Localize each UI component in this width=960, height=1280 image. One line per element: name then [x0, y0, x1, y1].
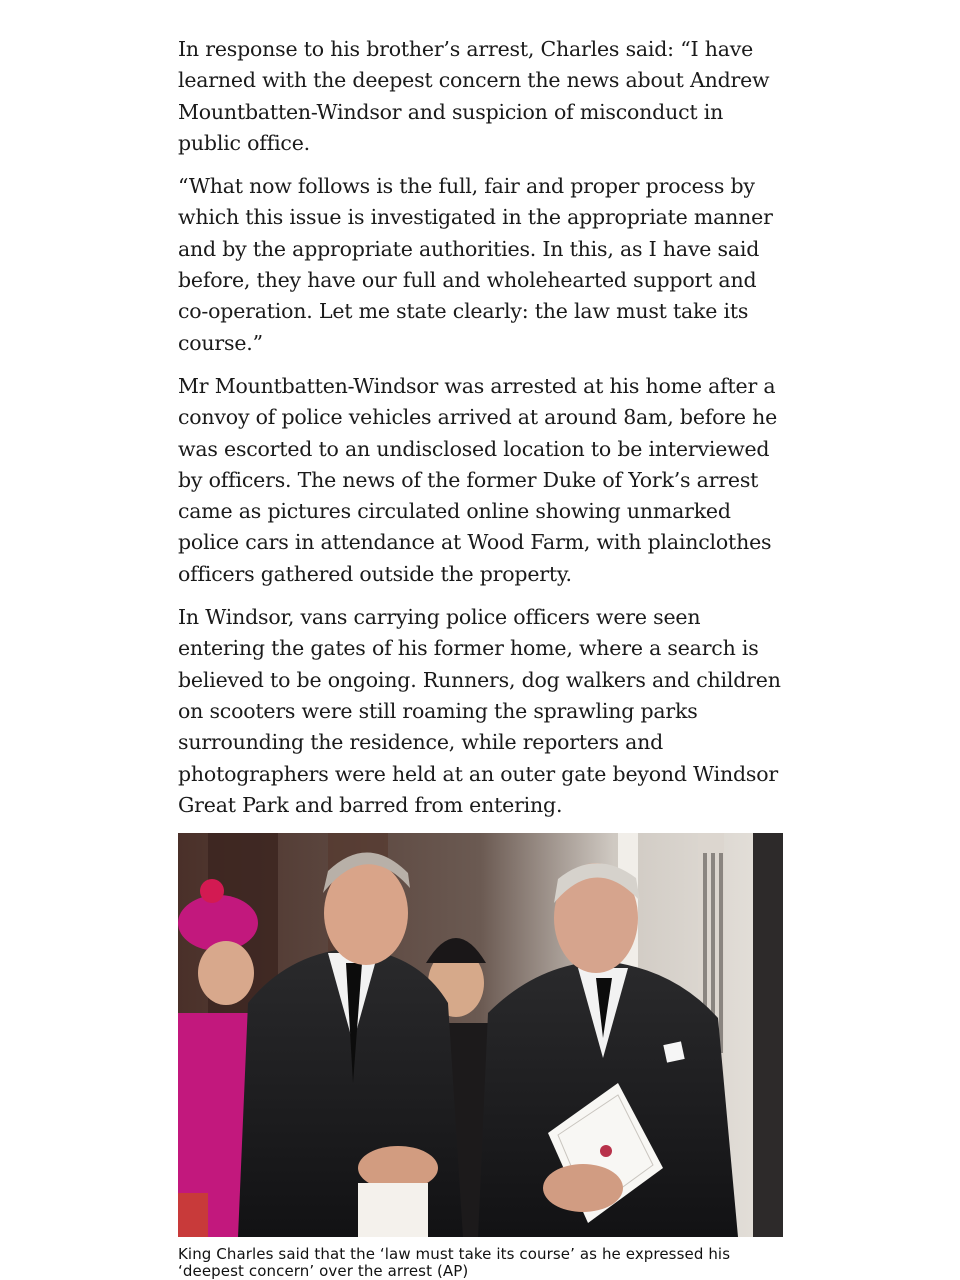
- paragraph-4: In Windsor, vans carrying police officers were seen entering the gates of his former home, where a search is believed to be ongoing. Runners, dog walkers and children on scooters were still roaming the sprawling parks surrounding the residence, while reporters and photographers were held at an outer gate beyond Windsor Great Park and barred from entering.: [178, 605, 781, 817]
- article-photo[interactable]: [178, 833, 783, 1237]
- paragraph-1: In response to his brother’s arrest, Charles said: “I have learned with the deepest concern the news about Andrew Mountbatten-Windsor and suspicion of misconduct in public office.: [178, 37, 770, 155]
- figure-caption: King Charles said that the ‘law must take its course’ as he expressed his ‘deepest concern’ over the arrest (AP): [178, 1245, 731, 1280]
- paragraph-3: Mr Mountbatten-Windsor was arrested at his home after a convoy of police vehicles arrived at around 8am, before he was escorted to an undisclosed location to be interviewed by officers. The news of the former Duke of York’s arrest came as pictures circulated online showing unmarked police cars in attendance at Wood Farm, with plainclothes officers gathered outside the property.: [178, 373, 778, 586]
- article-body: [178, 34, 784, 1280]
- article-figure: [178, 833, 783, 1280]
- paragraph-2: “What now follows is the full, fair and proper process by which this issue is investigated in the appropriate manner and by the appropriate authorities. In this, as I have said before, they have our full and wholehearted support and co-operation. Let me state clearly: the law must take its course.”: [178, 174, 773, 355]
